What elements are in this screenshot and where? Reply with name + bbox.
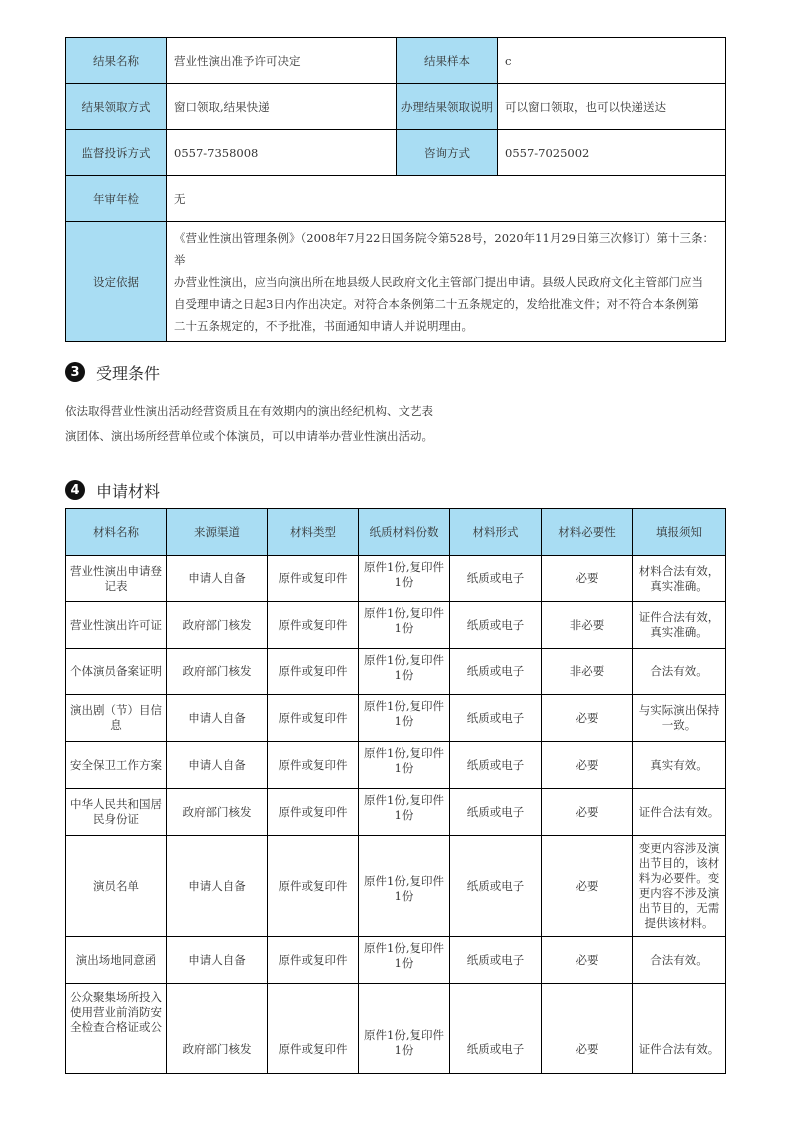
annual-check-value: 无 xyxy=(167,176,726,222)
result-name-label: 结果名称 xyxy=(66,38,167,84)
pickup-method-value: 窗口领取,结果快递 xyxy=(167,84,397,130)
material-notes: 合法有效。 xyxy=(633,649,726,695)
pickup-note-value: 可以窗口领取，也可以快递送达 xyxy=(498,84,726,130)
material-type: 原件或复印件 xyxy=(268,836,359,937)
material-copies: 原件1份,复印件1份 xyxy=(359,742,450,789)
material-copies: 原件1份,复印件1份 xyxy=(359,789,450,836)
column-header: 材料类型 xyxy=(268,509,359,556)
info-row-annual-check xyxy=(66,176,726,222)
info-row-result-name xyxy=(66,38,726,84)
material-necessity: 必要 xyxy=(542,984,633,1074)
material-notes: 合法有效。 xyxy=(633,937,726,984)
material-form: 纸质或电子 xyxy=(450,649,542,695)
material-name: 安全保卫工作方案 xyxy=(66,742,167,789)
table-row xyxy=(66,602,726,649)
material-type: 原件或复印件 xyxy=(268,695,359,742)
section-title: 申请材料 xyxy=(96,481,161,501)
acceptance-line: 演团体、演出场所经营单位或个体演员，可以申请举办营业性演出活动。 xyxy=(65,429,433,443)
section-title: 受理条件 xyxy=(96,363,161,383)
column-header: 填报须知 xyxy=(633,509,726,556)
material-copies: 原件1份,复印件1份 xyxy=(359,695,450,742)
table-row xyxy=(66,556,726,602)
material-form: 纸质或电子 xyxy=(450,695,542,742)
legal-basis-line: 二十五条规定的，不予批准，书面通知申请人并说明理由。 xyxy=(174,318,473,333)
result-info-table xyxy=(65,37,726,342)
material-source: 政府部门核发 xyxy=(167,649,268,695)
legal-basis-line: 自受理申请之日起3日内作出决定。对符合本条例第二十五条规定的，发给批准文件；对不符合本条例第 xyxy=(174,296,699,311)
material-necessity: 必要 xyxy=(542,695,633,742)
material-form: 纸质或电子 xyxy=(450,556,542,602)
material-necessity: 必要 xyxy=(542,789,633,836)
material-source: 申请人自备 xyxy=(167,742,268,789)
material-necessity: 非必要 xyxy=(542,602,633,649)
material-necessity: 必要 xyxy=(542,937,633,984)
material-source: 申请人自备 xyxy=(167,836,268,937)
legal-basis-line: 《营业性演出管理条例》（2008年7月22日国务院令第528号，2020年11月29日第三次修订）第十三条：举 xyxy=(174,230,714,267)
material-source: 申请人自备 xyxy=(167,937,268,984)
material-copies: 原件1份,复印件1份 xyxy=(359,984,450,1074)
material-type: 原件或复印件 xyxy=(268,789,359,836)
material-copies: 原件1份,复印件1份 xyxy=(359,836,450,937)
material-source: 政府部门核发 xyxy=(167,789,268,836)
material-form: 纸质或电子 xyxy=(450,984,542,1074)
annual-check-label: 年审年检 xyxy=(66,176,167,222)
material-name: 中华人民共和国居民身份证 xyxy=(66,789,167,836)
material-name: 营业性演出许可证 xyxy=(66,602,167,649)
consult-phone: 0557-7025002 xyxy=(498,130,726,176)
material-necessity: 必要 xyxy=(542,742,633,789)
consult-label: 咨询方式 xyxy=(397,130,498,176)
pickup-method-label: 结果领取方式 xyxy=(66,84,167,130)
table-row xyxy=(66,789,726,836)
material-copies: 原件1份,复印件1份 xyxy=(359,556,450,602)
info-row-basis xyxy=(66,222,726,342)
material-notes: 与实际演出保持一致。 xyxy=(633,695,726,742)
material-notes: 证件合法有效，真实准确。 xyxy=(633,602,726,649)
table-row xyxy=(66,742,726,789)
material-name: 演员名单 xyxy=(66,836,167,937)
material-notes: 材料合法有效，真实准确。 xyxy=(633,556,726,602)
material-source: 政府部门核发 xyxy=(167,602,268,649)
complaint-label: 监督投诉方式 xyxy=(66,130,167,176)
material-notes: 证件合法有效。 xyxy=(633,789,726,836)
material-type: 原件或复印件 xyxy=(268,984,359,1074)
material-form: 纸质或电子 xyxy=(450,937,542,984)
materials-table xyxy=(65,508,726,1074)
materials-header-row xyxy=(66,509,726,556)
material-name: 营业性演出申请登记表 xyxy=(66,556,167,602)
complaint-phone: 0557-7358008 xyxy=(167,130,397,176)
table-row xyxy=(66,984,726,1074)
column-header: 材料名称 xyxy=(66,509,167,556)
material-name: 个体演员备案证明 xyxy=(66,649,167,695)
material-copies: 原件1份,复印件1份 xyxy=(359,649,450,695)
table-row xyxy=(66,937,726,984)
material-type: 原件或复印件 xyxy=(268,649,359,695)
acceptance-line: 依法取得营业性演出活动经营资质且在有效期内的演出经纪机构、文艺表 xyxy=(65,404,433,418)
material-necessity: 必要 xyxy=(542,836,633,937)
section-materials-heading xyxy=(65,478,160,502)
material-copies: 原件1份,复印件1份 xyxy=(359,602,450,649)
info-row-pickup xyxy=(66,84,726,130)
section-acceptance-heading xyxy=(65,360,160,384)
info-row-contact xyxy=(66,130,726,176)
material-form: 纸质或电子 xyxy=(450,836,542,937)
column-header: 来源渠道 xyxy=(167,509,268,556)
legal-basis-line: 办营业性演出，应当向演出所在地县级人民政府文化主管部门提出申请。县级人民政府文化主管部门应当 xyxy=(174,274,703,289)
material-type: 原件或复印件 xyxy=(268,742,359,789)
material-name: 演出场地同意函 xyxy=(66,937,167,984)
table-row xyxy=(66,695,726,742)
legal-basis-label: 设定依据 xyxy=(66,222,167,342)
material-form: 纸质或电子 xyxy=(450,789,542,836)
material-necessity: 非必要 xyxy=(542,649,633,695)
material-necessity: 必要 xyxy=(542,556,633,602)
material-source: 申请人自备 xyxy=(167,556,268,602)
material-source: 申请人自备 xyxy=(167,695,268,742)
legal-basis-text xyxy=(167,222,726,342)
result-name-value: 营业性演出准予许可决定 xyxy=(167,38,397,84)
acceptance-conditions-text xyxy=(65,399,495,449)
material-notes: 变更内容涉及演出节目的，该材料为必要件。变更内容不涉及演出节目的，无需提供该材料。 xyxy=(633,836,726,937)
material-form: 纸质或电子 xyxy=(450,602,542,649)
material-name: 公众聚集场所投入使用营业前消防安全检查合格证或公 xyxy=(66,984,167,1074)
material-form: 纸质或电子 xyxy=(450,742,542,789)
table-row xyxy=(66,836,726,937)
column-header: 材料必要性 xyxy=(542,509,633,556)
material-notes: 真实有效。 xyxy=(633,742,726,789)
material-notes: 证件合法有效。 xyxy=(633,984,726,1074)
material-type: 原件或复印件 xyxy=(268,937,359,984)
column-header: 材料形式 xyxy=(450,509,542,556)
material-name: 演出剧（节）目信息 xyxy=(66,695,167,742)
material-copies: 原件1份,复印件1份 xyxy=(359,937,450,984)
material-type: 原件或复印件 xyxy=(268,556,359,602)
section-number-badge: 3 xyxy=(65,362,85,382)
pickup-note-label: 办理结果领取说明 xyxy=(397,84,498,130)
result-sample-label: 结果样本 xyxy=(397,38,498,84)
table-row xyxy=(66,649,726,695)
material-type: 原件或复印件 xyxy=(268,602,359,649)
column-header: 纸质材料份数 xyxy=(359,509,450,556)
result-sample-value[interactable]: c xyxy=(498,38,726,84)
material-source: 政府部门核发 xyxy=(167,984,268,1074)
section-number-badge: 4 xyxy=(65,480,85,500)
